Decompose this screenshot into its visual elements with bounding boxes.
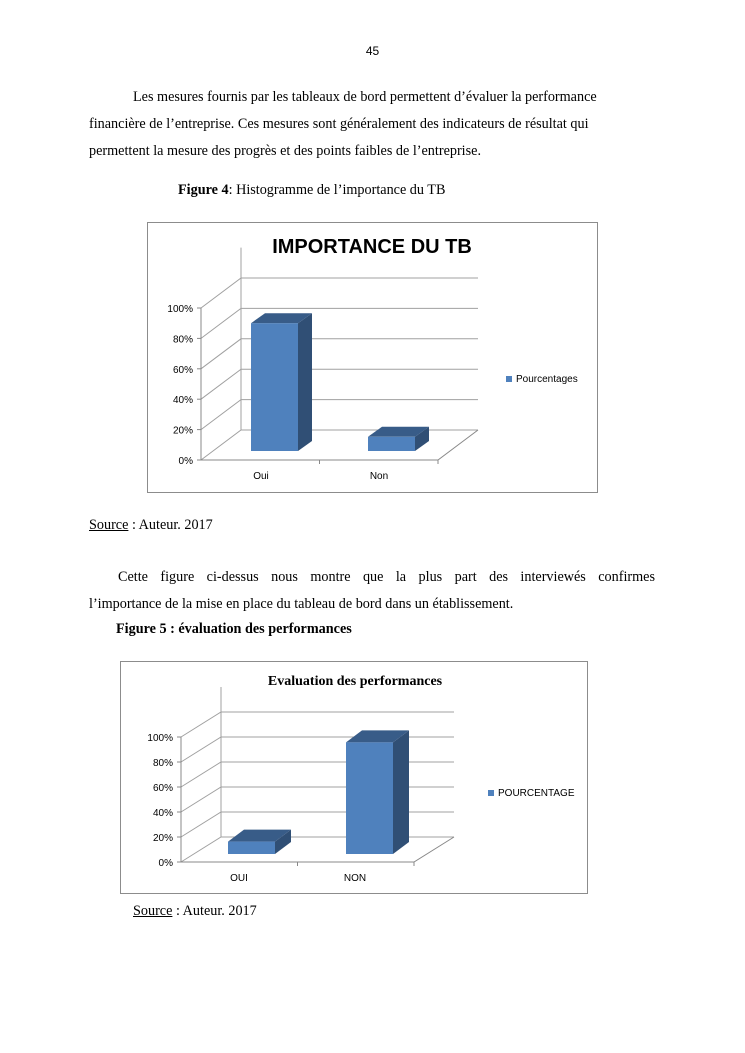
legend-label: POURCENTAGE	[498, 788, 575, 799]
page-number: 45	[365, 44, 380, 58]
y-tick-label: 0%	[178, 456, 193, 467]
paragraph2-line2: l’importance de la mise en place du tableau de bord dans un établissement.	[89, 596, 514, 612]
chart-svg	[121, 662, 587, 893]
x-category-label: OUI	[230, 873, 248, 884]
source1-text: : Auteur. 2017	[128, 517, 213, 533]
paragraph2-line1: Cette figure ci-dessus nous montre que la plus part des interviewés confirmes	[118, 569, 655, 585]
gridline	[201, 339, 478, 369]
legend-swatch	[506, 376, 512, 382]
figure4-label: Figure 4	[178, 182, 229, 198]
performance-chart	[120, 661, 588, 894]
y-tick-label: 40%	[152, 808, 173, 819]
paragraph1-line2: financière de l’entreprise. Ces mesures sont généralement des indicateurs de résultat qui	[89, 116, 589, 132]
gridline	[201, 369, 478, 399]
x-category-label: NON	[343, 873, 367, 884]
bar-non	[368, 437, 415, 451]
y-tick-label: 100%	[167, 304, 193, 315]
bar-oui	[251, 323, 298, 451]
bar-side-non	[393, 730, 409, 854]
y-tick-label: 0%	[158, 858, 173, 869]
chart-svg	[148, 223, 597, 492]
gridline	[181, 762, 454, 787]
figure5-caption: Figure 5 : évaluation des performances	[116, 621, 352, 637]
figure4-caption	[178, 182, 445, 199]
chart-title: Evaluation des performances	[267, 674, 443, 689]
floor-edge	[181, 837, 454, 862]
gridline	[181, 837, 454, 862]
bar-oui	[228, 842, 275, 854]
source2-label: Source	[133, 903, 173, 919]
legend-swatch	[488, 790, 494, 796]
legend-label: Pourcentages	[516, 374, 578, 385]
y-tick-label: 100%	[147, 733, 173, 744]
gridline	[201, 308, 478, 338]
gridline	[181, 812, 454, 837]
gridline	[201, 400, 478, 430]
source2	[133, 903, 257, 920]
importance-chart	[147, 222, 598, 493]
bar-side-oui	[298, 313, 312, 451]
paragraph1-line3: permettent la mesure des progrès et des points faibles de l’entreprise.	[89, 143, 481, 159]
floor-edge	[201, 430, 478, 460]
x-category-label: Oui	[253, 471, 269, 482]
y-tick-label: 80%	[152, 758, 173, 769]
gridline	[181, 737, 454, 762]
figure4-caption-text: : Histogramme de l’importance du TB	[228, 182, 446, 198]
source1-label: Source	[89, 517, 129, 533]
y-tick-label: 40%	[172, 395, 193, 407]
bar-non	[346, 742, 393, 854]
y-tick-label: 60%	[152, 783, 173, 794]
y-tick-label: 60%	[172, 364, 193, 376]
gridline	[181, 787, 454, 812]
y-tick-label: 20%	[152, 833, 173, 844]
gridline	[201, 430, 478, 460]
chart-title: IMPORTANCE DU TB	[272, 236, 472, 258]
y-tick-label: 20%	[172, 425, 193, 437]
gridline	[181, 712, 454, 737]
gridline	[201, 278, 478, 308]
x-category-label: Non	[369, 471, 389, 482]
y-tick-label: 80%	[172, 334, 193, 346]
paragraph1-line1: Les mesures fournis par les tableaux de bord permettent d’évaluer la performance	[133, 89, 597, 105]
source2-text: : Auteur. 2017	[172, 903, 257, 919]
source1	[89, 517, 213, 534]
